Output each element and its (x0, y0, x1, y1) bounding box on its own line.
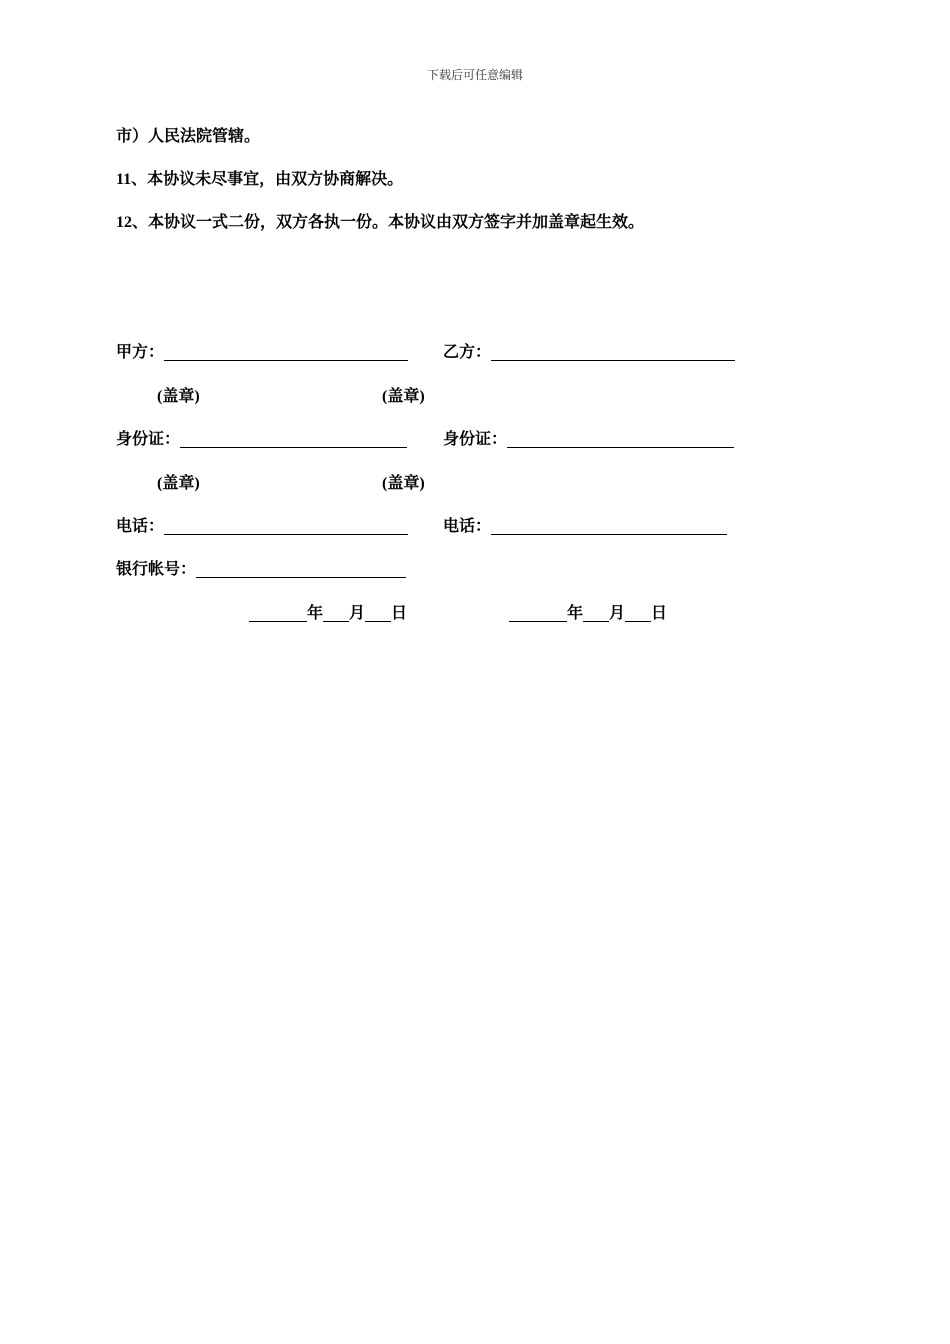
party-a-month-label: 月 (349, 605, 366, 622)
party-a-id-line[interactable] (180, 431, 407, 448)
bank-account-line[interactable] (196, 561, 406, 578)
party-a-signature-line[interactable] (164, 344, 408, 361)
party-b-month-label: 月 (609, 605, 626, 622)
party-b-field (443, 343, 735, 363)
party-b-label: 乙方： (443, 344, 492, 361)
party-b-date (509, 604, 667, 624)
party-b-seal-label: (盖章) (382, 388, 425, 405)
party-b-seal-label-2: (盖章) (382, 475, 425, 492)
party-b-year-label: 年 (567, 605, 584, 622)
party-a-id-label: 身份证： (116, 431, 181, 448)
party-a-day-line[interactable] (365, 605, 391, 622)
party-a-phone-label: 电话： (116, 518, 165, 535)
party-a-phone-field (116, 517, 408, 537)
party-a-seal-label: (盖章) (157, 388, 200, 405)
party-b-day-line[interactable] (625, 605, 651, 622)
party-b-year-line[interactable] (509, 605, 567, 622)
party-b-phone-label: 电话： (443, 518, 492, 535)
party-b-id-label: 身份证： (443, 431, 508, 448)
party-a-date (249, 604, 407, 624)
page-header: 下载后可任意编辑 (426, 68, 523, 82)
party-a-phone-line[interactable] (164, 518, 408, 535)
party-a-month-line[interactable] (323, 605, 349, 622)
party-a-label: 甲方： (116, 344, 165, 361)
clause-continuation: 市）人民法院管辖。 (116, 128, 261, 145)
party-b-id-field (443, 430, 734, 450)
party-a-year-line[interactable] (249, 605, 307, 622)
party-b-day-label: 日 (651, 605, 668, 622)
bank-account-label: 银行帐号： (116, 561, 197, 578)
party-b-month-line[interactable] (583, 605, 609, 622)
clause-12: 12、本协议一式二份，双方各执一份。本协议由双方签字并加盖章起生效。 (116, 214, 645, 231)
party-a-seal-label-2: (盖章) (157, 475, 200, 492)
party-a-id-field (116, 430, 407, 450)
party-a-field (116, 343, 408, 363)
party-a-day-label: 日 (391, 605, 408, 622)
party-b-id-line[interactable] (507, 431, 734, 448)
party-a-year-label: 年 (307, 605, 324, 622)
party-b-phone-field (443, 517, 727, 537)
party-b-phone-line[interactable] (491, 518, 727, 535)
bank-account-field (116, 560, 406, 580)
clause-11: 11、本协议未尽事宜，由双方协商解决。 (116, 171, 404, 188)
party-b-signature-line[interactable] (491, 344, 735, 361)
